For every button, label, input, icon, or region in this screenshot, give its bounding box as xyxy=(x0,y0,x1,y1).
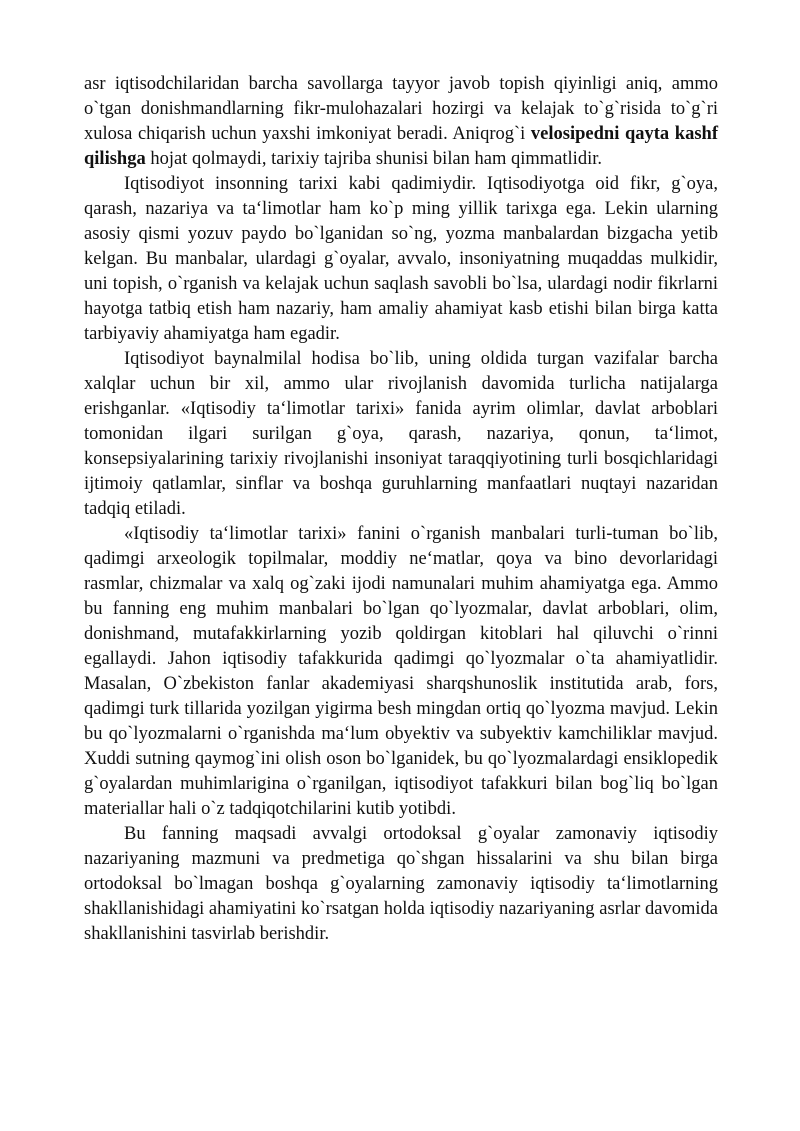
paragraph-2: Iqtisodiyot insonning tarixi kabi qadimiydir. Iqtisodiyotga oid fikr, g`oya, qarash, nazariya va ta‘limotlar ham ko`p ming yillik tarixga ega. Lekin ularning asosiy qismi yozuv paydo bo`lganidan so`ng, yozma manbalardan bizgacha yetib kelgan. Bu manbalar, ulardagi g`oyalar, avvalo, insoniyatning muqaddas mulkidir, uni topish, o`rganish va kelajak uchun saqlash savobli bo`lsa, ulardagi nodir fikrlarni hayotga tatbiq etish ham nazariy, ham amaliy ahamiyat kasb etishi bilan birga katta tarbiyaviy ahamiyatga ham egadir. xyxy=(84,174,718,344)
paragraph-1-start: asr iqtisodchilaridan barcha savollarga tayyor javob topish qiyinligi aniq, ammo o`tgan donishmandlarning fikr-mulohazalari hozirgi va kelajak to`g`risida to`g`ri xulosa chiqarish uchun yaxshi imkoniyat beradi. Aniqrog`i xyxy=(84,74,718,144)
paragraph-3: Iqtisodiyot baynalmilal hodisa bo`lib, uning oldida turgan vazifalar barcha xalqlar uchun bir xil, ammo ular rivojlanish davomida turlicha natijalarga erishganlar. «Iqtisodiy ta‘limotlar tarixi» fanida ayrim olimlar, davlat arboblari tomonidan ilgari surilgan g`oya, qarash, nazariya, qonun, ta‘limot, konsepsiyalarining tarixiy rivojlanishi insoniyat taraqqiyotining turli bosqichlaridagi ijtimoiy qatlamlar, sinflar va boshqa guruhlarning manfaatlari nuqtayi nazaridan tadqiq etiladi. xyxy=(84,349,718,519)
document-page xyxy=(84,72,718,947)
paragraph-4: «Iqtisodiy ta‘limotlar tarixi» fanini o`rganish manbalari turli-tuman bo`lib, qadimgi arxeologik topilmalar, moddiy ne‘matlar, qoya va bino devorlaridagi rasmlar, chizmalar va xalq og`zaki ijodi namunalari muhim ahamiyatga ega. Ammo bu fanning eng muhim manbalari bo`lgan qo`lyozmalar, davlat arboblari, olim, donishmand, mutafakkirlarning yozib qoldirgan kitoblari hal qiluvchi o`rinni egallaydi. Jahon iqtisodiy tafakkurida qadimgi qo`lyozmalar o`ta ahamiyatlidir. Masalan, O`zbekiston fanlar akademiyasi sharqshunoslik institutida arab, fors, qadimgi turk tillarida yozilgan yigirma besh mingdan ortiq qo`lyozma mavjud. Lekin bu qo`lyozmalarni o`rganishda ma‘lum obyektiv va subyektiv kamchiliklar mavjud. Xuddi sutning qaymog`ini olish oson bo`lganidek, bu qo`lyozmalardagi ensiklopedik g`oyalardan muhimlarigina o`rganilgan, iqtisodiyot tafakkuri bilan bog`liq bo`lgan materiallar hali o`z tadqiqotchilarini kutib yotibdi. xyxy=(84,524,718,819)
paragraph-1 xyxy=(84,72,718,172)
paragraph-5: Bu fanning maqsadi avvalgi ortodoksal g`oyalar zamonaviy iqtisodiy nazariyaning mazmuni va predmetiga qo`shgan hissalarini va shu bilan birga ortodoksal bo`lmagan boshqa g`oyalarning zamonaviy iqtisodiy ta‘limotlarning shakllanishidagi ahamiyatini ko`rsatgan holda iqtisodiy nazariyaning asrlar davomida shakllanishini tasvirlab berishdir. xyxy=(84,824,718,944)
paragraph-1-end: hojat qolmaydi, tarixiy tajriba shunisi bilan ham qimmatlidir. xyxy=(145,149,602,169)
paragraph-1-bold-phrase: velosipedni qayta kashf qilishga xyxy=(84,124,718,169)
